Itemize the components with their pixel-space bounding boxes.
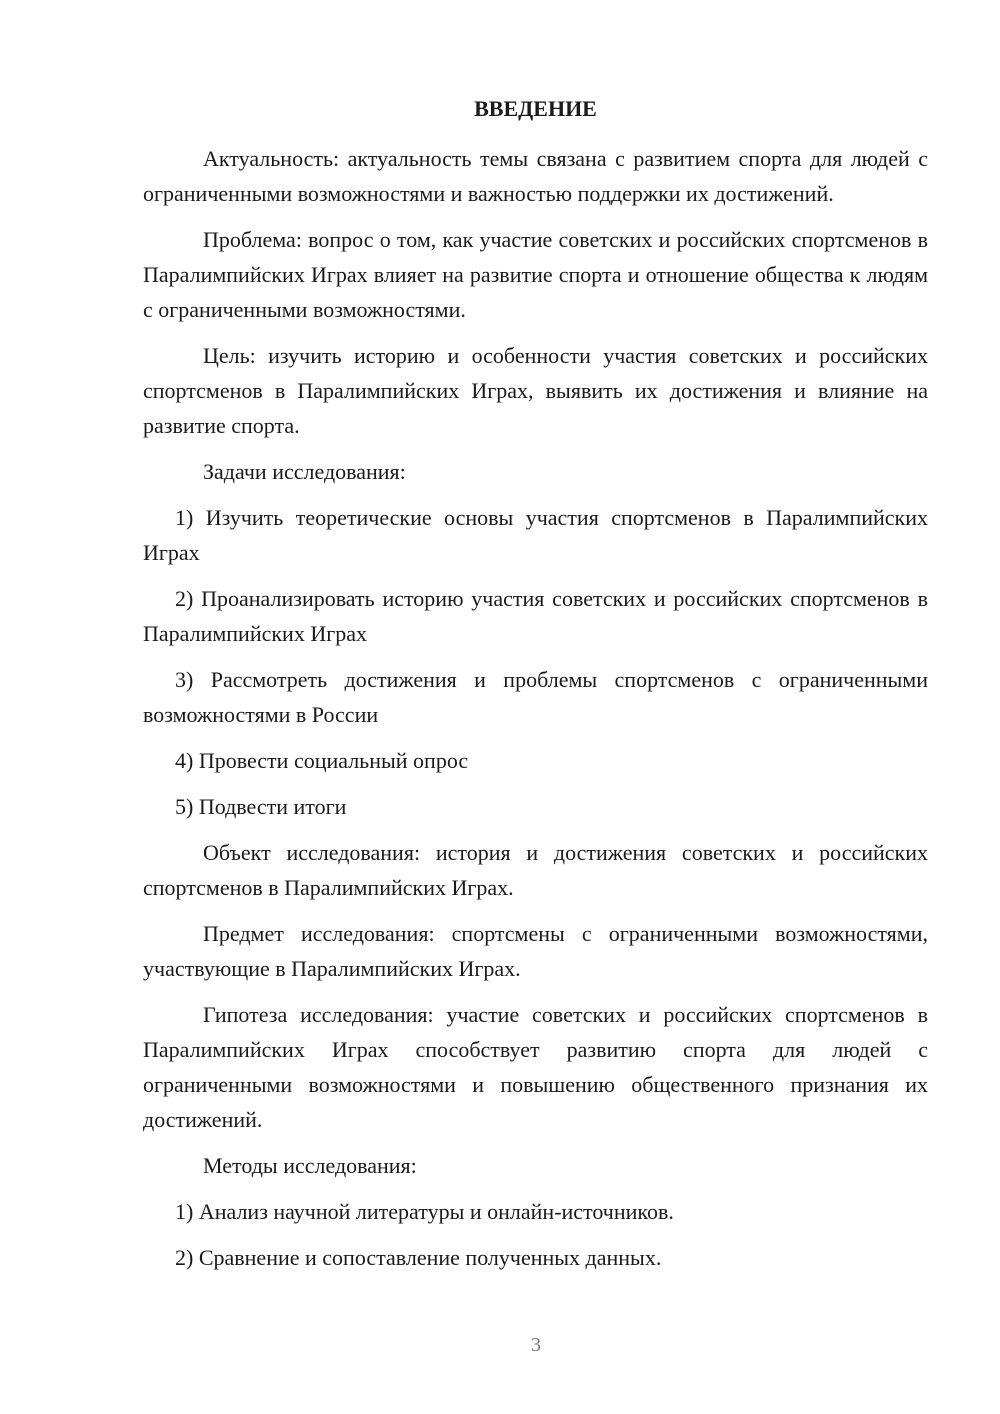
paragraph-goal: Цель: изучить историю и особенности участия советских и российских спортсменов в Паралимпийских Играх, выявить их достижения и влияние на развитие спорта.: [143, 343, 928, 438]
paragraph-problem: Проблема: вопрос о том, как участие советских и российских спортсменов в Паралимпийских Играх влияет на развитие спорта и отношение общества к людям с ограниченными возможностями.: [143, 227, 928, 322]
method-item: 2) Сравнение и сопоставление полученных данных.: [175, 1245, 662, 1270]
page-title: ВВЕДЕНИЕ: [474, 96, 597, 121]
page-number: 3: [531, 1334, 541, 1356]
method-item: 1) Анализ научной литературы и онлайн-источников.: [175, 1199, 674, 1224]
paragraph-object: Объект исследования: история и достижения советских и российских спортсменов в Паралимпийских Играх.: [143, 840, 928, 900]
task-item: 5) Подвести итоги: [175, 794, 347, 819]
tasks-heading: Задачи исследования:: [203, 459, 406, 484]
task-item: 2) Проанализировать историю участия советских и российских спортсменов в Паралимпийских Играх: [143, 586, 928, 646]
task-item: 1) Изучить теоретические основы участия спортсменов в Паралимпийских Играх: [143, 505, 928, 565]
task-item: 4) Провести социальный опрос: [175, 748, 469, 773]
paragraph-hypothesis: Гипотеза исследования: участие советских и российских спортсменов в Паралимпийских Играх способствует развитию спорта для людей с ограниченными возможностями и повышению общественного признания их достижений.: [143, 1002, 928, 1132]
paragraph-relevance: Актуальность: актуальность темы связана с развитием спорта для людей с ограниченными возможностями и важностью поддержки их достижений.: [143, 146, 928, 206]
methods-heading: Методы исследования:: [203, 1153, 417, 1178]
task-item: 3) Рассмотреть достижения и проблемы спортсменов с ограниченными возможностями в России: [143, 667, 928, 727]
document-body: [143, 94, 928, 1286]
paragraph-subject: Предмет исследования: спортсмены с ограниченными возможностями, участвующие в Паралимпийских Играх.: [143, 921, 928, 981]
